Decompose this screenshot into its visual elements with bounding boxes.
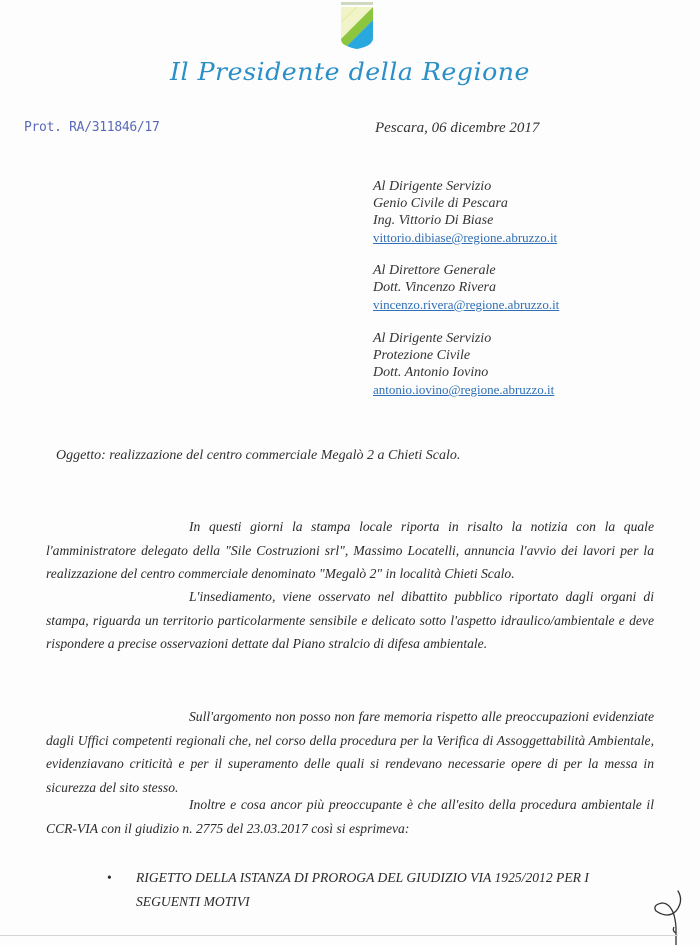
footer-divider [0,935,678,936]
recipient-line: Protezione Civile [373,348,471,363]
date-line: Pescara, 06 dicembre 2017 [375,120,540,136]
body-paragraph [46,705,654,799]
recipient-email-link[interactable]: antonio.iovino@regione.abruzzo.it [373,382,555,397]
letterhead-title: Il Presidente della Regione [169,58,531,86]
subject-line: Oggetto: realizzazione del centro commerciale Megalò 2 a Chieti Scalo. [56,448,461,463]
recipient-block [373,330,554,399]
recipient-line: Al Dirigente Servizio [373,331,492,346]
recipient-block [373,178,557,247]
body-paragraph [46,515,654,586]
paragraph-text: L'insediamento, viene osservato nel dibattito pubblico riportato dagli organi di stampa, riguarda un territorio particolarmente sensibile e delicato sotto l'aspetto idraulico/ambientale e deve rispondere a precise osservazioni dettate dal Piano stralcio di difesa ambientale. [46,589,654,651]
protocol-number: Prot. RA/311846/17 [24,120,160,135]
recipient-line: Al Direttore Generale [373,263,496,278]
bullet-list [107,866,607,914]
recipient-line: Dott. Antonio Iovino [373,365,489,380]
recipient-line: Genio Civile di Pescara [373,196,508,211]
recipient-line: Dott. Vincenzo Rivera [373,280,496,295]
paragraph-text: Sull'argomento non posso non fare memoria rispetto alle preoccupazioni evidenziate dagli Uffici competenti regionali che, nel corso della procedura per la Verifica di Assoggettabilità Ambientale, evidenziavano criticità e per il superamento delle quali si rendevano necessarie opere di per la messa in sicurezza del sito stesso. [46,709,654,795]
body-paragraph [46,793,654,840]
regione-abruzzo-logo-icon [337,2,377,50]
bullet-icon: • [107,870,112,885]
paragraph-text: In questi giorni la stampa locale riporta in risalto la notizia con la quale l'amministratore delegato della "Sile Costruzioni srl", Massimo Locatelli, annuncia l'avvio dei lavori per la realizzazione del centro commerciale denominato "Megalò 2" in località Chieti Scalo. [46,519,654,581]
signature-initials-icon [648,889,688,945]
recipient-email-link[interactable]: vincenzo.rivera@regione.abruzzo.it [373,297,560,312]
list-item-text: RIGETTO DELLA ISTANZA DI PROROGA DEL GIUDIZIO VIA 1925/2012 PER I SEGUENTI MOTIVI [136,870,589,909]
recipient-line: Al Dirigente Servizio [373,179,492,194]
paragraph-text: Inoltre e cosa ancor più preoccupante è che all'esito della procedura ambientale il CCR-VIA con il giudizio n. 2775 del 23.03.2017 così si esprimeva: [46,797,654,836]
recipient-line: Ing. Vittorio Di Biase [373,213,494,228]
recipient-email-link[interactable]: vittorio.dibiase@regione.abruzzo.it [373,230,558,245]
list-item [107,866,607,914]
recipient-block [373,262,559,314]
body-paragraph [46,585,654,656]
